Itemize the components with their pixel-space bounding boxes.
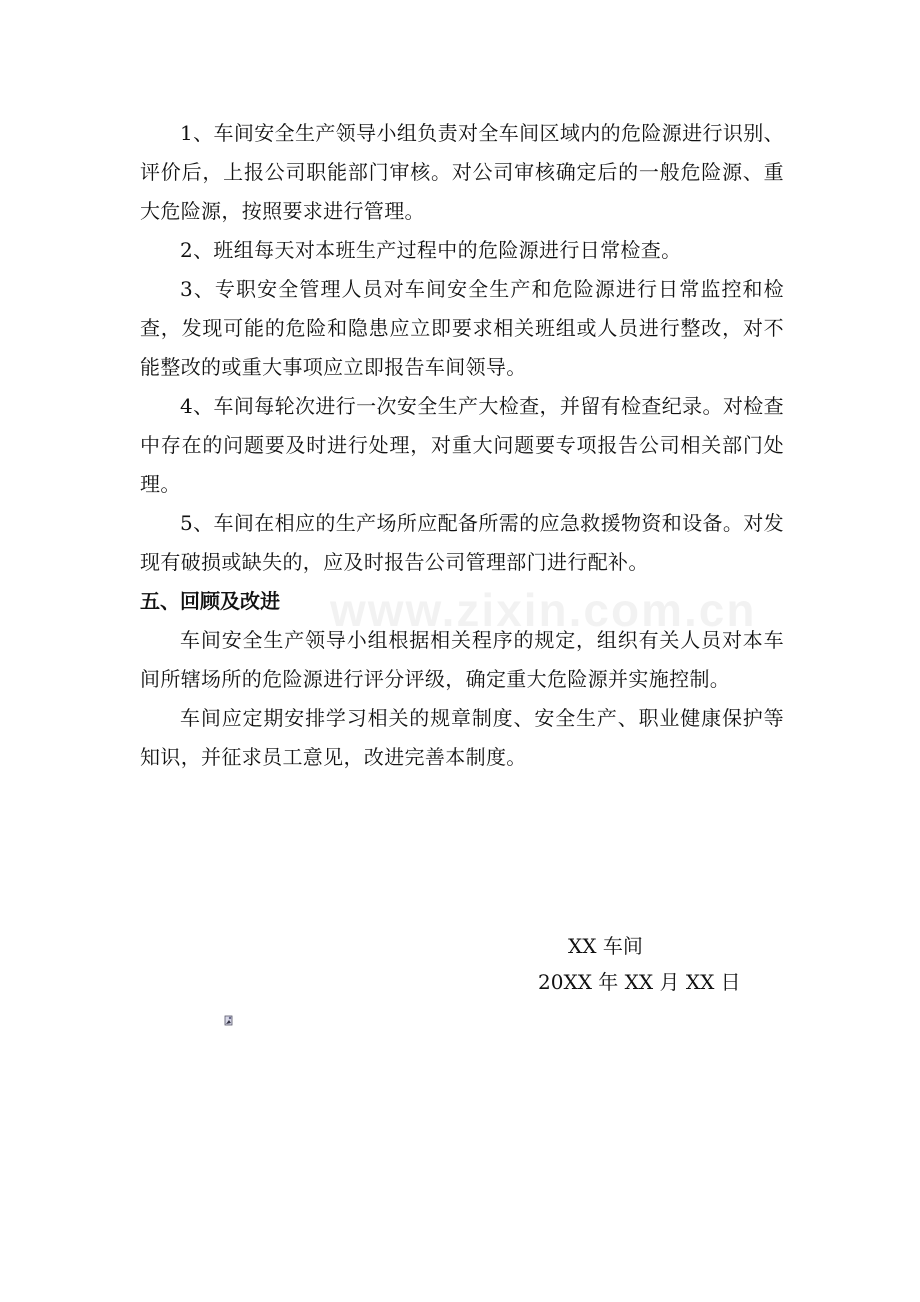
image-placeholder-icon [224, 1014, 234, 1026]
signature-date: 20XX 年 XX 月 XX 日 [538, 970, 741, 994]
section-paragraph-1: 车间安全生产领导小组根据相关程序的规定，组织有关人员对本车间所辖场所的危险源进行评分评级，确定重大危险源并实施控制。 [140, 628, 784, 691]
paragraph-item-4: 4、车间每轮次进行一次安全生产大检查，并留有检查纪录。对检查中存在的问题要及时进行处理，对重大问题要专项报告公司相关部门处理。 [140, 394, 784, 496]
document-body [140, 114, 784, 777]
signature-unit: XX 车间 [568, 934, 643, 958]
paragraph-item-1: 1、车间安全生产领导小组负责对全车间区域内的危险源进行识别、评价后，上报公司职能部门审核。对公司审核确定后的一般危险源、重大危险源，按照要求进行管理。 [140, 121, 784, 223]
section-heading: 五、回顾及改进 [140, 589, 280, 613]
paragraph-item-3: 3、专职安全管理人员对车间安全生产和危险源进行日常监控和检查，发现可能的危险和隐患应立即要求相关班组或人员进行整改，对不能整改的或重大事项应立即报告车间领导。 [140, 277, 784, 379]
watermark: www.zixin.com.cn [330, 584, 757, 636]
section-paragraph-2: 车间应定期安排学习相关的规章制度、安全生产、职业健康保护等知识，并征求员工意见，改进完善本制度。 [140, 706, 784, 769]
paragraph-item-2: 2、班组每天对本班生产过程中的危险源进行日常检查。 [180, 238, 682, 262]
paragraph-item-5: 5、车间在相应的生产场所应配备所需的应急救援物资和设备。对发现有破损或缺失的，应及时报告公司管理部门进行配补。 [140, 511, 784, 574]
